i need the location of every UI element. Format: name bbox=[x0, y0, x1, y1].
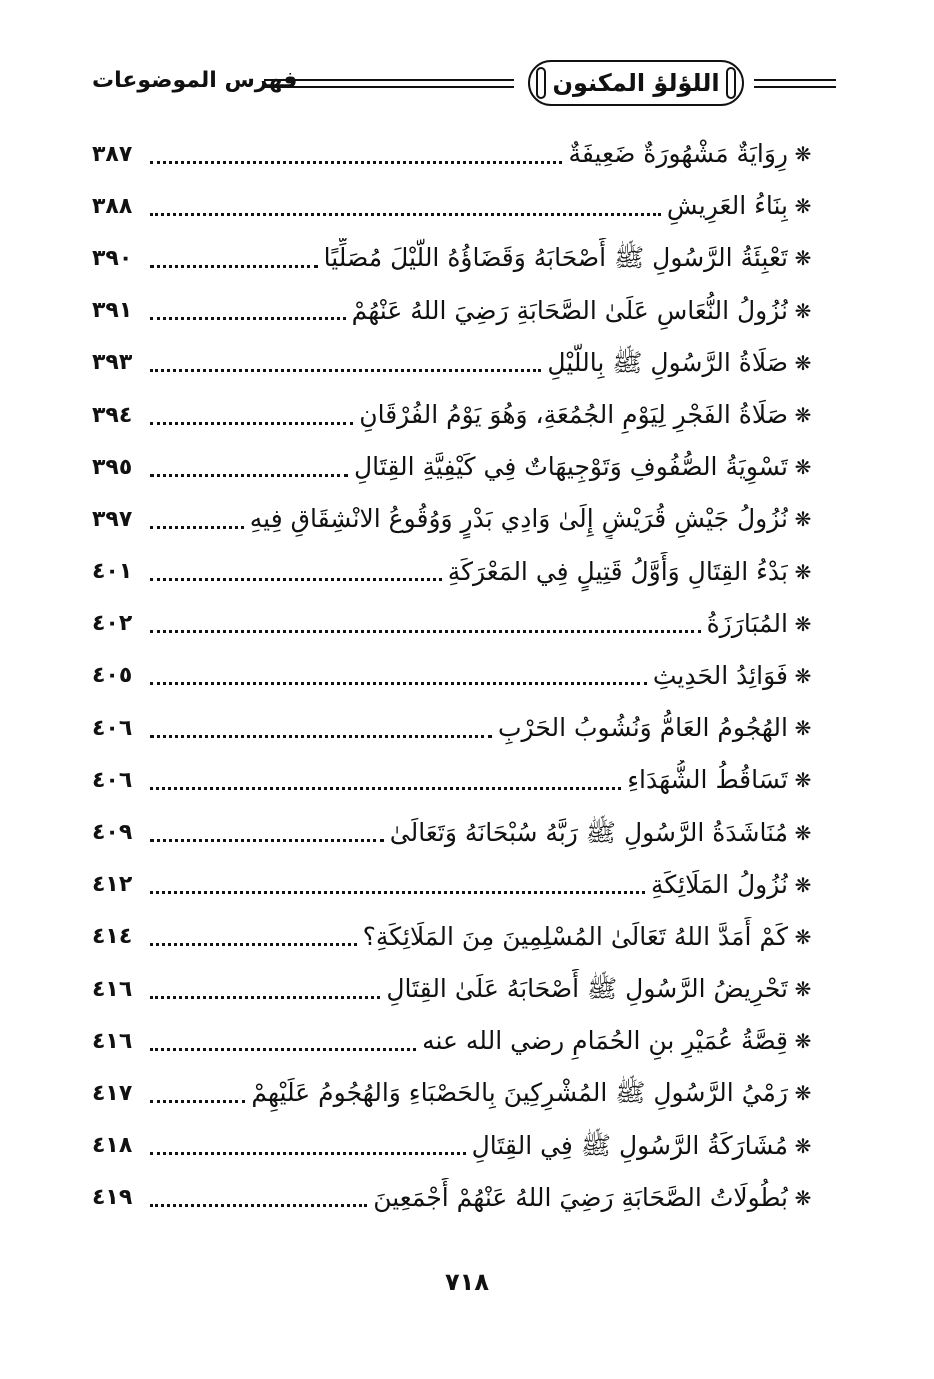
asterisk-bullet-icon: ❋ bbox=[794, 611, 812, 636]
book-title-cartouche bbox=[528, 60, 744, 106]
toc-entry bbox=[92, 702, 814, 754]
dot-leader bbox=[150, 1048, 416, 1051]
dot-leader bbox=[150, 474, 348, 477]
dot-leader bbox=[150, 943, 357, 946]
asterisk-bullet-icon: ❋ bbox=[794, 663, 812, 688]
toc-entry bbox=[92, 1172, 814, 1224]
toc-entry-title: نُزُولُ النُّعَاسِ عَلَىٰ الصَّحَابَةِ رَضِيَ اللهُ عَنْهُمْ bbox=[351, 295, 788, 325]
toc-entry-title: فَوَائِدُ الحَدِيثِ bbox=[652, 660, 788, 690]
dot-leader bbox=[150, 1152, 466, 1155]
toc-entry-page: ٣٩٠ bbox=[92, 245, 133, 271]
toc-entry-page: ٣٩٧ bbox=[92, 506, 133, 532]
toc-entry bbox=[92, 337, 814, 389]
asterisk-bullet-icon: ❋ bbox=[794, 820, 812, 845]
toc-entry-page: ٤١٩ bbox=[92, 1185, 133, 1211]
asterisk-bullet-icon: ❋ bbox=[794, 298, 812, 323]
section-title: فهرس الموضوعات bbox=[92, 68, 298, 93]
dot-leader bbox=[150, 839, 384, 842]
dot-leader bbox=[150, 1204, 367, 1207]
toc-entry bbox=[92, 911, 814, 963]
toc-entry-page: ٤١٨ bbox=[92, 1133, 133, 1159]
toc-entry-title: كَمْ أَمَدَّ اللهُ تَعَالَىٰ المُسْلِمِينَ مِنَ المَلَائِكَةِ؟ bbox=[362, 921, 788, 951]
asterisk-bullet-icon: ❋ bbox=[794, 1185, 812, 1210]
asterisk-bullet-icon: ❋ bbox=[794, 455, 812, 480]
asterisk-bullet-icon: ❋ bbox=[794, 716, 812, 741]
toc-entry-page: ٤٠٦ bbox=[92, 767, 133, 793]
toc-entry bbox=[92, 285, 814, 337]
asterisk-bullet-icon: ❋ bbox=[794, 350, 812, 375]
toc-entry-page: ٤٠٢ bbox=[92, 611, 133, 637]
toc-entry-page: ٤١٤ bbox=[92, 924, 133, 950]
asterisk-bullet-icon: ❋ bbox=[794, 1081, 812, 1106]
dot-leader bbox=[150, 682, 647, 685]
book-title: اللؤلؤ المكنون bbox=[552, 69, 720, 97]
dot-leader bbox=[150, 526, 244, 529]
dot-leader bbox=[150, 317, 346, 320]
toc-entry-page: ٣٩١ bbox=[92, 298, 133, 324]
dot-leader bbox=[150, 1100, 245, 1103]
page-number: ٧١٨ bbox=[445, 1268, 489, 1296]
asterisk-bullet-icon: ❋ bbox=[794, 924, 812, 949]
toc-entry bbox=[92, 598, 814, 650]
table-of-contents bbox=[92, 128, 814, 1224]
toc-entry-title: مُنَاشَدَةُ الرَّسُولِ ﷺ رَبَّهُ سُبْحَانَهُ وَتَعَالَىٰ bbox=[389, 817, 788, 847]
toc-entry-title: تَسْوِيَةُ الصُّفُوفِ وَتَوْجِيهَاتٌ فِي كَيْفِيَّةِ القِتَالِ bbox=[354, 452, 788, 482]
dot-leader bbox=[150, 265, 318, 268]
toc-entry-page: ٣٩٤ bbox=[92, 402, 133, 428]
toc-entry-title: بِنَاءُ العَرِيشِ bbox=[666, 191, 788, 221]
toc-entry-page: ٤٠٦ bbox=[92, 715, 133, 741]
dot-leader bbox=[150, 369, 541, 372]
toc-entry-title: صَلَاةُ الفَجْرِ لِيَوْمِ الجُمُعَةِ، وَهُوَ يَوْمُ الفُرْقَانِ bbox=[359, 400, 788, 430]
toc-entry bbox=[92, 963, 814, 1015]
dot-leader bbox=[150, 891, 645, 894]
toc-entry bbox=[92, 806, 814, 858]
dot-leader bbox=[150, 996, 380, 999]
toc-entry-page: ٤١٢ bbox=[92, 872, 133, 898]
asterisk-bullet-icon: ❋ bbox=[794, 872, 812, 897]
asterisk-bullet-icon: ❋ bbox=[794, 977, 812, 1002]
toc-entry bbox=[92, 754, 814, 806]
toc-entry-title: رِوَايَةٌ مَشْهُورَةٌ ضَعِيفَةٌ bbox=[568, 139, 788, 169]
toc-entry-page: ٤١٦ bbox=[92, 1028, 133, 1054]
toc-entry bbox=[92, 1015, 814, 1067]
toc-entry-title: تَعْبِئَةُ الرَّسُولِ ﷺ أَصْحَابَهُ وَقَضَاؤُهُ اللَّيْلَ مُصَلِّيًا bbox=[323, 243, 788, 273]
toc-entry bbox=[92, 389, 814, 441]
toc-entry bbox=[92, 546, 814, 598]
asterisk-bullet-icon: ❋ bbox=[794, 194, 812, 219]
header-rule-middle bbox=[264, 79, 514, 88]
toc-entry-title: نُزُولُ المَلَائِكَةِ bbox=[650, 869, 788, 899]
toc-entry-title: قِصَّةُ عُمَيْرِ بنِ الحُمَامِ رضي الله عنه bbox=[422, 1026, 788, 1056]
toc-entry-title: المُبَارَزَةُ bbox=[706, 608, 788, 638]
dot-leader bbox=[150, 735, 492, 738]
asterisk-bullet-icon: ❋ bbox=[794, 246, 812, 271]
toc-entry-title: بُطُولَاتُ الصَّحَابَةِ رَضِيَ اللهُ عَنْهُمْ أَجْمَعِينَ bbox=[373, 1182, 788, 1212]
toc-entry bbox=[92, 1120, 814, 1172]
dot-leader bbox=[150, 422, 353, 425]
asterisk-bullet-icon: ❋ bbox=[794, 768, 812, 793]
toc-entry bbox=[92, 128, 814, 180]
asterisk-bullet-icon: ❋ bbox=[794, 507, 812, 532]
toc-entry-title: الهُجُومُ العَامُّ وَنُشُوبُ الحَرْبِ bbox=[498, 713, 788, 743]
toc-entry-title: بَدْءُ القِتَالِ وَأَوَّلُ قَتِيلٍ فِي المَعْرَكَةِ bbox=[447, 556, 788, 586]
toc-entry-title: تَسَاقُطُ الشُّهَدَاءِ bbox=[627, 765, 788, 795]
toc-entry bbox=[92, 441, 814, 493]
toc-entry-title: رَمْيُ الرَّسُولِ ﷺ المُشْرِكِينَ بِالحَصْبَاءِ وَالهُجُومُ عَلَيْهِمْ bbox=[251, 1078, 788, 1108]
toc-entry-title: تَحْرِيضُ الرَّسُولِ ﷺ أَصْحَابَهُ عَلَىٰ القِتَالِ bbox=[386, 974, 788, 1004]
dot-leader bbox=[150, 578, 442, 581]
asterisk-bullet-icon: ❋ bbox=[794, 403, 812, 428]
dot-leader bbox=[150, 630, 701, 633]
page-header bbox=[92, 60, 836, 108]
toc-entry-page: ٤٠١ bbox=[92, 559, 133, 585]
toc-entry-title: صَلَاةُ الرَّسُولِ ﷺ بِاللَّيْلِ bbox=[547, 347, 788, 377]
toc-entry bbox=[92, 493, 814, 545]
toc-entry-page: ٤٠٩ bbox=[92, 820, 133, 846]
dot-leader bbox=[150, 213, 661, 216]
toc-entry-page: ٣٩٥ bbox=[92, 454, 133, 480]
toc-entry-page: ٣٨٨ bbox=[92, 193, 133, 219]
header-rule-right bbox=[754, 79, 836, 88]
toc-entry bbox=[92, 180, 814, 232]
toc-entry-title: مُشَارَكَةُ الرَّسُولِ ﷺ فِي القِتَالِ bbox=[471, 1130, 788, 1160]
toc-entry bbox=[92, 1067, 814, 1119]
toc-entry-page: ٤١٧ bbox=[92, 1080, 133, 1106]
asterisk-bullet-icon: ❋ bbox=[794, 1029, 812, 1054]
toc-entry-page: ٤٠٥ bbox=[92, 663, 133, 689]
asterisk-bullet-icon: ❋ bbox=[794, 1133, 812, 1158]
toc-entry bbox=[92, 859, 814, 911]
asterisk-bullet-icon: ❋ bbox=[794, 559, 812, 584]
toc-entry-page: ٤١٦ bbox=[92, 976, 133, 1002]
toc-entry bbox=[92, 232, 814, 284]
toc-entry-title: نُزُولُ جَيْشِ قُرَيْشٍ إِلَىٰ وَادِي بَدْرٍ وَوُقُوعُ الانْشِقَاقِ فِيهِ bbox=[249, 504, 788, 534]
dot-leader bbox=[150, 161, 562, 164]
dot-leader bbox=[150, 787, 621, 790]
toc-entry-page: ٣٨٧ bbox=[92, 141, 133, 167]
toc-entry bbox=[92, 650, 814, 702]
toc-entry-page: ٣٩٣ bbox=[92, 350, 133, 376]
asterisk-bullet-icon: ❋ bbox=[794, 142, 812, 167]
